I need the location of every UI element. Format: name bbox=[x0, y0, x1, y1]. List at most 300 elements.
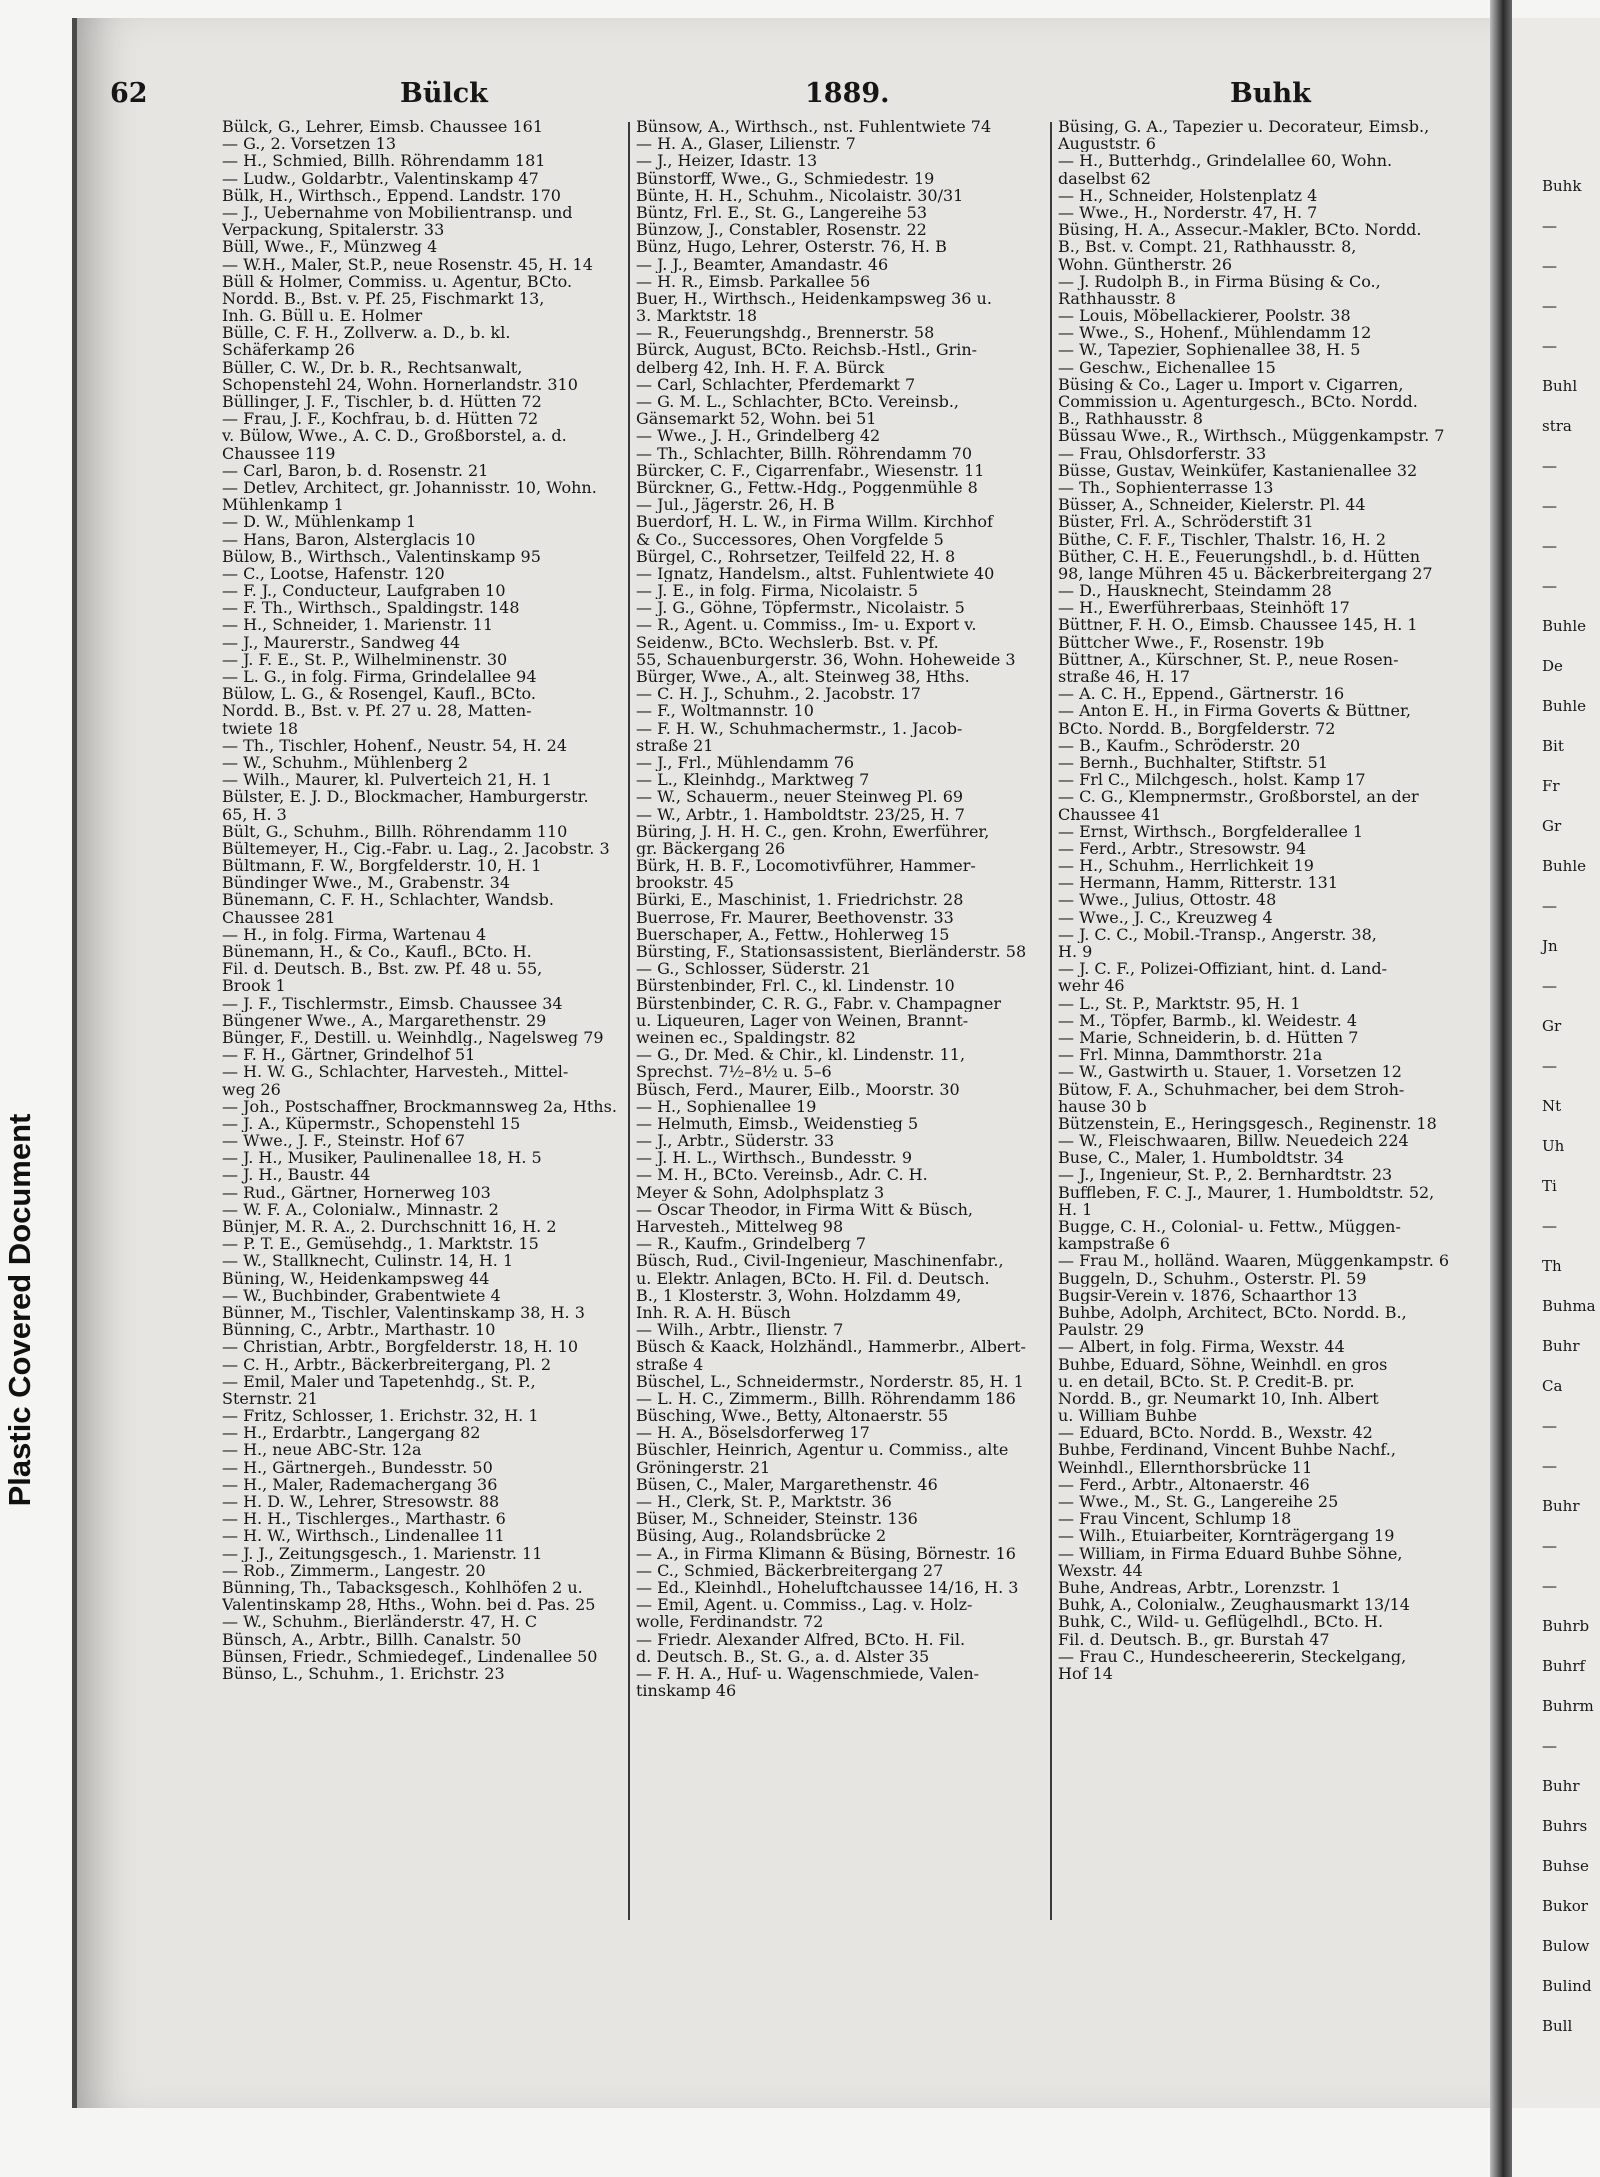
directory-entry: 3. Marktstr. 18 bbox=[636, 307, 758, 325]
directory-entry: Buhbe, Eduard, Söhne, Weinhdl. en gros bbox=[1058, 1355, 1388, 1373]
directory-entry: — Wwe., M., St. G., Langereihe 25 bbox=[1058, 1493, 1339, 1511]
directory-entry: — L., St. P., Marktstr. 95, H. 1 bbox=[1058, 994, 1301, 1012]
directory-entry: — H. A., Glaser, Lilienstr. 7 bbox=[636, 135, 856, 153]
book-gutter-shadow bbox=[1490, 0, 1512, 2177]
directory-entry: Seidenw., BCto. Wechslerb. Bst. v. Pf. bbox=[636, 633, 939, 651]
header-year: 1889. bbox=[805, 78, 890, 109]
directory-entry: straße 4 bbox=[636, 1355, 704, 1373]
directory-entry: u. William Buhbe bbox=[1058, 1407, 1197, 1425]
directory-entry: — J., Arbtr., Süderstr. 33 bbox=[636, 1132, 835, 1150]
directory-entry: Sprechst. 7½–8½ u. 5–6 bbox=[636, 1063, 832, 1081]
directory-entry: Büster, Frl. A., Schröderstift 31 bbox=[1058, 513, 1314, 531]
next-page-fragment: — bbox=[1542, 457, 1557, 475]
directory-entry: Büttner, F. H. O., Eimsb. Chaussee 145, H. 1 bbox=[1058, 616, 1418, 634]
directory-entry: — Frau, Ohlsdorferstr. 33 bbox=[1058, 444, 1267, 462]
next-page-fragment: Jn bbox=[1542, 937, 1558, 955]
directory-entry: Büsch & Kaack, Holzhändl., Hammerbr., Albert- bbox=[636, 1338, 1026, 1356]
directory-entry: Bünz, Hugo, Lehrer, Osterstr. 76, H. B bbox=[636, 238, 947, 256]
next-page-fragment: Buhr bbox=[1542, 1337, 1580, 1355]
directory-entry: — Frl. Minna, Dammthorstr. 21a bbox=[1058, 1046, 1323, 1064]
directory-entry: — J. F., Tischlermstr., Eimsb. Chaussee 34 bbox=[222, 994, 563, 1012]
directory-entry: — J. J., Beamter, Amandastr. 46 bbox=[636, 255, 889, 273]
directory-entry: Fil. d. Deutsch. B., Bst. zw. Pf. 48 u. 55, bbox=[222, 960, 543, 978]
directory-entry: — G. M. L., Schlachter, BCto. Vereinsb., bbox=[636, 393, 959, 411]
directory-entry: — B., Kaufm., Schröderstr. 20 bbox=[1058, 736, 1301, 754]
directory-entry: — Frau Vincent, Schlump 18 bbox=[1058, 1510, 1292, 1528]
directory-entry: Buse, C., Maler, 1. Humboldtstr. 34 bbox=[1058, 1149, 1344, 1167]
directory-entry: — H., Sophienallee 19 bbox=[636, 1097, 817, 1115]
directory-entry: Büssau Wwe., R., Wirthsch., Müggenkampstr. 7 bbox=[1058, 427, 1445, 445]
directory-entry: — H., Schneider, Holstenplatz 4 bbox=[1058, 186, 1318, 204]
next-page-fragment: Bit bbox=[1542, 737, 1564, 755]
directory-entry: Wohn. Güntherstr. 26 bbox=[1058, 255, 1233, 273]
directory-entry: — J. J., Zeitungsgesch., 1. Marienstr. 11 bbox=[222, 1544, 543, 1562]
directory-entry: — Th., Sophienterrasse 13 bbox=[1058, 478, 1274, 497]
directory-entry: — J., Maurerstr., Sandweg 44 bbox=[222, 633, 461, 651]
next-page-fragment: Buhrm bbox=[1542, 1697, 1594, 1715]
directory-entry: BCto. Nordd. B., Borgfelderstr. 72 bbox=[1058, 719, 1336, 737]
directory-entry: u. en detail, BCto. St. P. Credit-B. pr. bbox=[1058, 1372, 1355, 1390]
next-page-fragment: Bull bbox=[1542, 2017, 1573, 2035]
directory-entry: brookstr. 45 bbox=[636, 874, 734, 892]
directory-entry: Buer, H., Wirthsch., Heidenkampsweg 36 u. bbox=[636, 289, 992, 308]
directory-entry: — H. W., Wirthsch., Lindenallee 11 bbox=[222, 1527, 505, 1545]
directory-entry: Bütow, F. A., Schuhmacher, bei dem Stroh- bbox=[1058, 1080, 1405, 1098]
directory-entry: Bülk, H., Wirthsch., Eppend. Landstr. 170 bbox=[222, 186, 561, 204]
directory-entry: — Anton E. H., in Firma Goverts & Büttner, bbox=[1058, 702, 1411, 720]
directory-entry: — H., in folg. Firma, Wartenau 4 bbox=[222, 925, 487, 943]
directory-entry: Auguststr. 6 bbox=[1058, 135, 1156, 153]
directory-entry: — J. H., Baustr. 44 bbox=[222, 1166, 371, 1184]
directory-entry: — Ludw., Goldarbtr., Valentinskamp 47 bbox=[222, 169, 539, 187]
directory-entry: — J. A., Küpermstr., Schopenstehl 15 bbox=[222, 1114, 521, 1133]
next-page-fragment: Buhle bbox=[1542, 617, 1587, 635]
directory-entry: Büttcher Wwe., F., Rosenstr. 19b bbox=[1058, 633, 1325, 651]
directory-entry: B., Rathhausstr. 8 bbox=[1058, 410, 1203, 428]
next-page-fragment: Fr bbox=[1542, 777, 1560, 795]
directory-entry: v. Bülow, Wwe., A. C. D., Großborstel, a. d. bbox=[222, 427, 567, 445]
directory-entry: Meyer & Sohn, Adolphsplatz 3 bbox=[636, 1183, 885, 1201]
directory-entry: — Ferd., Arbtr., Altonaerstr. 46 bbox=[1058, 1475, 1310, 1493]
directory-entry: — William, in Firma Eduard Buhbe Söhne, bbox=[1058, 1544, 1403, 1562]
directory-entry: — J., Heizer, Idastr. 13 bbox=[636, 152, 818, 170]
next-page-fragments bbox=[1512, 178, 1596, 2058]
directory-entry: Bünsow, A., Wirthsch., nst. Fuhlentwiete 74 bbox=[636, 118, 992, 136]
directory-entry: Bürger, Wwe., A., alt. Steinweg 38, Hths. bbox=[636, 668, 970, 686]
directory-entry: — Joh., Postschaffner, Brockmannsweg 2a, Hths. bbox=[222, 1097, 617, 1115]
directory-entry: — Wwe., J. C., Kreuzweg 4 bbox=[1058, 908, 1273, 926]
next-page-fragment: — bbox=[1542, 1537, 1557, 1555]
next-page-fragment: — bbox=[1542, 297, 1557, 315]
directory-entry: — L., Kleinhdg., Marktweg 7 bbox=[636, 771, 870, 789]
page-number: 62 bbox=[110, 78, 148, 109]
directory-entry: Hof 14 bbox=[1058, 1664, 1113, 1683]
directory-entry: Bülow, B., Wirthsch., Valentinskamp 95 bbox=[222, 547, 541, 565]
next-page-fragment: Buhse bbox=[1542, 1857, 1589, 1875]
next-page-fragment: Buhma bbox=[1542, 1297, 1596, 1315]
directory-entry: — Marie, Schneiderin, b. d. Hütten 7 bbox=[1058, 1028, 1359, 1047]
directory-entry: Buhk, C., Wild- u. Geflügelhdl., BCto. H. bbox=[1058, 1613, 1384, 1631]
directory-entry: — F. H., Gärtner, Grindelhof 51 bbox=[222, 1046, 476, 1064]
directory-entry: Buerdorf, H. L. W., in Firma Willm. Kirchhof bbox=[636, 513, 993, 531]
directory-entry: — M., Töpfer, Barmb., kl. Weidestr. 4 bbox=[1058, 1011, 1358, 1029]
directory-entry: Bürgel, C., Rohrsetzer, Teilfeld 22, H. 8 bbox=[636, 547, 956, 565]
next-page-edge bbox=[1512, 18, 1600, 2108]
directory-entry: Bürsting, F., Stationsassistent, Bierländerstr. 58 bbox=[636, 943, 1027, 961]
directory-entry: — Wilh., Etuiarbeiter, Kornträgergang 19 bbox=[1058, 1527, 1395, 1545]
directory-entry: — H., neue ABC-Str. 12a bbox=[222, 1441, 422, 1459]
directory-entry: Weinhdl., Ellernthorsbrücke 11 bbox=[1058, 1458, 1313, 1476]
directory-entry: Büsing, G. A., Tapezier u. Decorateur, Eimsb., bbox=[1058, 118, 1430, 136]
directory-entry: — H. A., Böselsdorferweg 17 bbox=[636, 1424, 870, 1442]
directory-entry: Bültmann, F. W., Borgfelderstr. 10, H. 1 bbox=[222, 857, 542, 875]
directory-entry: Commission u. Agenturgesch., BCto. Nordd. bbox=[1058, 393, 1418, 411]
directory-entry: Büll, Wwe., F., Münzweg 4 bbox=[222, 238, 438, 256]
directory-entry: — W., Buchbinder, Grabentwiete 4 bbox=[222, 1286, 501, 1304]
directory-entry: Fil. d. Deutsch. B., gr. Burstah 47 bbox=[1058, 1630, 1330, 1648]
directory-entry: B., 1 Klosterstr. 3, Wohn. Holzdamm 49, bbox=[636, 1286, 962, 1304]
directory-entry: Bünsch, A., Arbtr., Billh. Canalstr. 50 bbox=[222, 1630, 522, 1648]
directory-entry: gr. Bäckergang 26 bbox=[636, 839, 786, 858]
directory-entry: Inh. R. A. H. Büsch bbox=[636, 1303, 791, 1322]
directory-entry: Büngener Wwe., A., Margarethenstr. 29 bbox=[222, 1011, 547, 1029]
directory-entry: — H., Maler, Rademachergang 36 bbox=[222, 1475, 498, 1493]
directory-entry: — F., Woltmannstr. 10 bbox=[636, 702, 814, 720]
directory-column-3 bbox=[1058, 118, 1470, 1682]
directory-entry: Buhk, A., Colonialw., Zeughausmarkt 13/14 bbox=[1058, 1596, 1410, 1614]
directory-entry: Büschel, L., Schneidermstr., Norderstr. 85, H. 1 bbox=[636, 1372, 1024, 1390]
directory-entry: Büschler, Heinrich, Agentur u. Commiss., alte bbox=[636, 1441, 1009, 1459]
directory-entry: — W., Schuhm., Mühlenberg 2 bbox=[222, 753, 469, 772]
directory-entry: — P. T. E., Gemüsehdg., 1. Marktstr. 15 bbox=[222, 1235, 539, 1253]
directory-entry: — Jul., Jägerstr. 26, H. B bbox=[636, 496, 835, 514]
directory-entry: Büll & Holmer, Commiss. u. Agentur, BCto. bbox=[222, 272, 573, 290]
next-page-fragment: Buhl bbox=[1542, 377, 1578, 395]
directory-column-2 bbox=[636, 118, 1048, 1699]
next-page-fragment: Uh bbox=[1542, 1137, 1565, 1155]
directory-entry: weg 26 bbox=[222, 1080, 281, 1098]
directory-entry: u. Liqueuren, Lager von Weinen, Brannt- bbox=[636, 1011, 969, 1029]
directory-entry: — Wwe., Julius, Ottostr. 48 bbox=[1058, 891, 1277, 909]
directory-entry: — J. F. E., St. P., Wilhelminenstr. 30 bbox=[222, 650, 508, 668]
directory-entry: Valentinskamp 28, Hths., Wohn. bei d. Pas. 25 bbox=[222, 1596, 596, 1614]
directory-entry: — Rud., Gärtner, Hornerweg 103 bbox=[222, 1183, 491, 1201]
directory-column-1 bbox=[222, 118, 634, 1682]
directory-entry: — C. G., Klempnermstr., Großborstel, an der bbox=[1058, 788, 1419, 806]
directory-entry: Mühlenkamp 1 bbox=[222, 496, 344, 514]
directory-entry: Büsing, Aug., Rolandsbrücke 2 bbox=[636, 1527, 887, 1545]
next-page-fragment: Nt bbox=[1542, 1097, 1562, 1115]
directory-entry: 98, lange Mühren 45 u. Bäckerbreitergang 27 bbox=[1058, 564, 1433, 583]
directory-entry: Büsse, Gustav, Weinküfer, Kastanienallee 32 bbox=[1058, 461, 1418, 479]
directory-entry: — Th., Tischler, Hohenf., Neustr. 54, H. 24 bbox=[222, 736, 567, 754]
next-page-fragment: — bbox=[1542, 257, 1557, 275]
directory-entry: Büning, W., Heidenkampsweg 44 bbox=[222, 1269, 490, 1287]
directory-entry: & Co., Successores, Ohen Vorgfelde 5 bbox=[636, 530, 944, 548]
directory-entry: Nordd. B., Bst. v. Pf. 27 u. 28, Matten- bbox=[222, 702, 532, 720]
next-page-fragment: — bbox=[1542, 1457, 1557, 1475]
directory-entry: — Carl, Baron, b. d. Rosenstr. 21 bbox=[222, 461, 489, 479]
directory-entry: — Friedr. Alexander Alfred, BCto. H. Fil. bbox=[636, 1630, 966, 1648]
directory-entry: — F. J., Conducteur, Laufgraben 10 bbox=[222, 582, 506, 600]
directory-entry: Büser, M., Schneider, Steinstr. 136 bbox=[636, 1510, 918, 1528]
next-page-fragment: Gr bbox=[1542, 1017, 1562, 1035]
directory-entry: — J. H., Musiker, Paulinenallee 18, H. 5 bbox=[222, 1149, 542, 1167]
directory-entry: Büllinger, J. F., Tischler, b. d. Hütten 72 bbox=[222, 393, 542, 411]
directory-entry: — G., Dr. Med. & Chir., kl. Lindenstr. 11, bbox=[636, 1046, 966, 1064]
directory-entry: Bürcker, C. F., Cigarrenfabr., Wiesenstr. 11 bbox=[636, 461, 985, 479]
next-page-fragment: Buhrf bbox=[1542, 1657, 1586, 1675]
directory-entry: Buhbe, Adolph, Architect, BCto. Nordd. B., bbox=[1058, 1303, 1407, 1322]
directory-entry: — Frau, J. F., Kochfrau, b. d. Hütten 72 bbox=[222, 410, 539, 428]
directory-entry: — H. R., Eimsb. Parkallee 56 bbox=[636, 272, 871, 290]
next-page-fragment: Bulind bbox=[1542, 1977, 1592, 1995]
directory-entry: Bünning, Th., Tabacksgesch., Kohlhöfen 2 u. bbox=[222, 1578, 583, 1597]
directory-entry: twiete 18 bbox=[222, 719, 299, 737]
next-page-fragment: — bbox=[1542, 577, 1557, 595]
directory-entry: — W., Arbtr., 1. Hamboldtstr. 23/25, H. 7 bbox=[636, 805, 965, 823]
directory-entry: Bünjer, M. R. A., 2. Durchschnitt 16, H. 2 bbox=[222, 1218, 557, 1236]
directory-entry: — R., Kaufm., Grindelberg 7 bbox=[636, 1235, 867, 1253]
directory-entry: Büsser, A., Schneider, Kielerstr. Pl. 44 bbox=[1058, 496, 1366, 514]
directory-entry: Bürstenbinder, Frl. C., kl. Lindenstr. 10 bbox=[636, 977, 955, 995]
directory-entry: — Ernst, Wirthsch., Borgfelderallee 1 bbox=[1058, 822, 1364, 840]
directory-entry: — Ed., Kleinhdl., Hoheluftchaussee 14/16, H. 3 bbox=[636, 1578, 1019, 1597]
directory-entry: — Carl, Schlachter, Pferdemarkt 7 bbox=[636, 375, 916, 393]
directory-entry: — W., Tapezier, Sophienallee 38, H. 5 bbox=[1058, 341, 1361, 359]
directory-entry: straße 21 bbox=[636, 736, 714, 754]
directory-entry: weinen ec., Spaldingstr. 82 bbox=[636, 1028, 856, 1047]
directory-entry: Bünemann, H., & Co., Kaufl., BCto. H. bbox=[222, 943, 532, 961]
directory-entry: — Fritz, Schlosser, 1. Erichstr. 32, H. 1 bbox=[222, 1407, 539, 1425]
header-keyword-right: Buhk bbox=[1230, 78, 1311, 109]
column-divider bbox=[1050, 122, 1052, 1920]
directory-entry: Rathhausstr. 8 bbox=[1058, 289, 1176, 308]
directory-entry: — J. C. F., Polizei-Offiziant, hint. d. Land- bbox=[1058, 960, 1387, 978]
next-page-fragment: Bulow bbox=[1542, 1937, 1590, 1955]
directory-entry: Bürckner, G., Fettw.-Hdg., Poggenmühle 8 bbox=[636, 478, 978, 497]
next-page-fragment: Gr bbox=[1542, 817, 1562, 835]
directory-entry: Buhe, Andreas, Arbtr., Lorenzstr. 1 bbox=[1058, 1578, 1342, 1597]
directory-entry: — H., Schuhm., Herrlichkeit 19 bbox=[1058, 857, 1314, 875]
directory-entry: Buerrose, Fr. Maurer, Beethovenstr. 33 bbox=[636, 908, 954, 926]
directory-entry: — Wwe., S., Hohenf., Mühlendamm 12 bbox=[1058, 324, 1372, 342]
directory-entry: Bützenstein, E., Heringsgesch., Reginenstr. 18 bbox=[1058, 1114, 1437, 1133]
directory-entry: daselbst 62 bbox=[1058, 169, 1151, 187]
next-page-fragment: — bbox=[1542, 1417, 1557, 1435]
directory-entry: u. Elektr. Anlagen, BCto. H. Fil. d. Deutsch. bbox=[636, 1269, 990, 1287]
directory-entry: Bünner, M., Tischler, Valentinskamp 38, H. 3 bbox=[222, 1303, 585, 1322]
next-page-fragment: Buhr bbox=[1542, 1497, 1580, 1515]
directory-entry: Büther, C. H. E., Feuerungshdl., b. d. Hütten bbox=[1058, 547, 1421, 565]
directory-entry: H. 9 bbox=[1058, 943, 1093, 961]
directory-entry: Buhbe, Ferdinand, Vincent Buhbe Nachf., bbox=[1058, 1441, 1396, 1459]
next-page-fragment: — bbox=[1542, 977, 1557, 995]
directory-entry: Bürstenbinder, C. R. G., Fabr. v. Champagner bbox=[636, 994, 1001, 1012]
directory-entry: — J. H. L., Wirthsch., Bundesstr. 9 bbox=[636, 1149, 913, 1167]
directory-entry: — Oscar Theodor, in Firma Witt & Büsch, bbox=[636, 1200, 974, 1218]
directory-entry: — H. W. G., Schlachter, Harvesteh., Mittel- bbox=[222, 1063, 569, 1081]
directory-entry: — W., Fleischwaaren, Billw. Neuedeich 224 bbox=[1058, 1132, 1409, 1150]
directory-entry: — W. F. A., Colonialw., Minnastr. 2 bbox=[222, 1200, 499, 1218]
directory-entry: Bünstorff, Wwe., G., Schmiedestr. 19 bbox=[636, 169, 935, 187]
directory-entry: — L. H. C., Zimmerm., Billh. Röhrendamm 186 bbox=[636, 1389, 1016, 1408]
directory-entry: Büring, J. H. H. C., gen. Krohn, Ewerführer, bbox=[636, 822, 990, 840]
directory-entry: — H., Clerk, St. P., Marktstr. 36 bbox=[636, 1493, 892, 1511]
directory-entry: — C., Schmied, Bäckerbreitergang 27 bbox=[636, 1561, 944, 1579]
directory-entry: — Th., Schlachter, Billh. Röhrendamm 70 bbox=[636, 444, 972, 462]
directory-entry: Bünning, C., Arbtr., Marthastr. 10 bbox=[222, 1321, 496, 1339]
directory-entry: — J., Ingenieur, St. P., 2. Bernhardtstr. 23 bbox=[1058, 1166, 1393, 1184]
directory-entry: wehr 46 bbox=[1058, 977, 1125, 995]
directory-entry: — Frau C., Hundescheererin, Steckelgang, bbox=[1058, 1647, 1407, 1665]
directory-entry: — Hans, Baron, Alsterglacis 10 bbox=[222, 530, 476, 548]
next-page-fragment: — bbox=[1542, 537, 1557, 555]
next-page-fragment: Th bbox=[1542, 1257, 1562, 1275]
directory-entry: Verpackung, Spitalerstr. 33 bbox=[222, 221, 445, 239]
next-page-fragment: Ca bbox=[1542, 1377, 1563, 1395]
directory-entry: — A., in Firma Klimann & Büsing, Börnestr. 16 bbox=[636, 1544, 1016, 1562]
directory-entry: — G., 2. Vorsetzen 13 bbox=[222, 135, 397, 153]
directory-entry: Büthe, C. F. F., Tischler, Thalstr. 16, H. 2 bbox=[1058, 530, 1387, 548]
directory-entry: H. 1 bbox=[1058, 1200, 1093, 1218]
directory-entry: kampstraße 6 bbox=[1058, 1235, 1170, 1253]
directory-entry: — H., Ewerführerbaas, Steinhöft 17 bbox=[1058, 599, 1350, 617]
next-page-fragment: — bbox=[1542, 497, 1557, 515]
next-page-fragment: Buhrb bbox=[1542, 1617, 1590, 1635]
header-keyword-left: Bülck bbox=[400, 78, 488, 109]
next-page-fragment: Buhrs bbox=[1542, 1817, 1588, 1835]
directory-entry: Nordd. B., gr. Neumarkt 10, Inh. Albert bbox=[1058, 1389, 1379, 1408]
directory-entry: Chaussee 119 bbox=[222, 444, 336, 462]
directory-entry: Büsing & Co., Lager u. Import v. Cigarren, bbox=[1058, 375, 1404, 393]
directory-entry: — G., Schlosser, Süderstr. 21 bbox=[636, 960, 872, 978]
directory-entry: — A. C. H., Eppend., Gärtnerstr. 16 bbox=[1058, 685, 1345, 703]
directory-entry: — Rob., Zimmerm., Langestr. 20 bbox=[222, 1561, 486, 1579]
directory-entry: — Detlev, Architect, gr. Johannisstr. 10, Wohn. bbox=[222, 478, 597, 497]
directory-entry: B., Bst. v. Compt. 21, Rathhausstr. 8, bbox=[1058, 238, 1357, 256]
directory-entry: Buerschaper, A., Fettw., Hohlerweg 15 bbox=[636, 925, 950, 943]
directory-entry: Bündinger Wwe., M., Grabenstr. 34 bbox=[222, 874, 511, 892]
directory-entry: Sternstr. 21 bbox=[222, 1389, 318, 1408]
next-page-fragment: — bbox=[1542, 217, 1557, 235]
next-page-fragment: Ti bbox=[1542, 1177, 1557, 1195]
directory-entry: Bülow, L. G., & Rosengel, Kaufl., BCto. bbox=[222, 685, 536, 703]
directory-entry: Bülle, C. F. H., Zollverw. a. D., b. kl. bbox=[222, 324, 511, 342]
next-page-fragment: — bbox=[1542, 337, 1557, 355]
directory-entry: Buffleben, F. C. J., Maurer, 1. Humboldtstr. 52, bbox=[1058, 1183, 1435, 1201]
directory-entry: Bürk, H. B. F., Locomotivführer, Hammer- bbox=[636, 857, 976, 875]
directory-entry: straße 46, H. 17 bbox=[1058, 668, 1191, 686]
directory-entry: — F. Th., Wirthsch., Spaldingstr. 148 bbox=[222, 599, 520, 617]
directory-entry: Gänsemarkt 52, Wohn. bei 51 bbox=[636, 410, 877, 428]
directory-entry: — W.H., Maler, St.P., neue Rosenstr. 45, H. 14 bbox=[222, 255, 593, 273]
directory-entry: Büntz, Frl. E., St. G., Langereihe 53 bbox=[636, 203, 928, 222]
directory-entry: — R., Agent. u. Commiss., Im- u. Export v. bbox=[636, 616, 977, 634]
directory-entry: — H., Erdarbtr., Langergang 82 bbox=[222, 1424, 481, 1442]
directory-entry: — H. H., Tischlerges., Marthastr. 6 bbox=[222, 1510, 506, 1528]
directory-entry: — Wwe., J. H., Grindelberg 42 bbox=[636, 427, 881, 445]
next-page-fragment: — bbox=[1542, 1217, 1557, 1235]
directory-entry: Nordd. B., Bst. v. Pf. 25, Fischmarkt 13, bbox=[222, 289, 545, 308]
directory-entry: 65, H. 3 bbox=[222, 805, 287, 823]
next-page-fragment: Buhk bbox=[1542, 177, 1582, 195]
directory-entry: — Ignatz, Handelsm., altst. Fuhlentwiete 40 bbox=[636, 564, 995, 583]
directory-entry: Bürck, August, BCto. Reichsb.-Hstl., Grin- bbox=[636, 341, 978, 359]
next-page-fragment: — bbox=[1542, 897, 1557, 915]
directory-entry: — M. H., BCto. Vereinsb., Adr. C. H. bbox=[636, 1166, 928, 1184]
directory-entry: — W., Stallknecht, Culinstr. 14, H. 1 bbox=[222, 1252, 514, 1270]
directory-entry: — Christian, Arbtr., Borgfelderstr. 18, H. 10 bbox=[222, 1338, 579, 1356]
directory-entry: Chaussee 41 bbox=[1058, 805, 1162, 823]
next-page-fragment: Bukor bbox=[1542, 1897, 1588, 1915]
directory-entry: d. Deutsch. B., St. G., a. d. Alster 35 bbox=[636, 1647, 930, 1665]
directory-entry: — D., Hausknecht, Steindamm 28 bbox=[1058, 582, 1332, 600]
directory-entry: — H., Butterhdg., Grindelallee 60, Wohn. bbox=[1058, 152, 1393, 170]
directory-entry: hause 30 b bbox=[1058, 1097, 1147, 1115]
directory-entry: — Geschw., Eichenallee 15 bbox=[1058, 358, 1276, 376]
directory-entry: Bült, G., Schuhm., Billh. Röhrendamm 110 bbox=[222, 822, 568, 840]
directory-entry: — C. H., Arbtr., Bäckerbreitergang, Pl. 2 bbox=[222, 1355, 551, 1373]
directory-entry: — Hermann, Hamm, Ritterstr. 131 bbox=[1058, 874, 1339, 892]
directory-entry: Harvesteh., Mittelweg 98 bbox=[636, 1218, 844, 1236]
directory-entry: Inh. G. Büll u. E. Holmer bbox=[222, 307, 423, 325]
directory-entry: — Wilh., Maurer, kl. Pulverteich 21, H. 1 bbox=[222, 771, 552, 789]
directory-entry: Bünemann, C. F. H., Schlachter, Wandsb. bbox=[222, 891, 554, 909]
directory-entry: Buggeln, D., Schuhm., Osterstr. Pl. 59 bbox=[1058, 1269, 1367, 1287]
directory-entry: — W., Schuhm., Bierländerstr. 47, H. C bbox=[222, 1613, 538, 1631]
directory-entry: — Ferd., Arbtr., Stresowstr. 94 bbox=[1058, 839, 1307, 858]
directory-entry: — W., Gastwirth u. Stauer, 1. Vorsetzen 12 bbox=[1058, 1063, 1402, 1081]
directory-entry: — L. G., in folg. Firma, Grindelallee 94 bbox=[222, 668, 537, 686]
directory-entry: Bünzow, J., Constabler, Rosenstr. 22 bbox=[636, 221, 927, 239]
directory-entry: Büttner, A., Kürschner, St. P., neue Rosen- bbox=[1058, 650, 1399, 668]
directory-entry: — J. E., in folg. Firma, Nicolaistr. 5 bbox=[636, 582, 919, 600]
directory-entry: Bugsir-Verein v. 1876, Schaarthor 13 bbox=[1058, 1286, 1358, 1304]
directory-entry: — H. D. W., Lehrer, Stresowstr. 88 bbox=[222, 1493, 500, 1511]
directory-entry: — F. H. A., Huf- u. Wagenschmiede, Valen- bbox=[636, 1664, 980, 1683]
directory-entry: Büller, C. W., Dr. b. R., Rechtsanwalt, bbox=[222, 358, 523, 376]
directory-entry: — Frau M., holländ. Waaren, Müggenkampstr. 6 bbox=[1058, 1252, 1450, 1270]
directory-entry: Bürki, E., Maschinist, 1. Friedrichstr. 28 bbox=[636, 891, 964, 909]
directory-entry: — Eduard, BCto. Nordd. B., Wexstr. 42 bbox=[1058, 1424, 1373, 1442]
directory-entry: — Helmuth, Eimsb., Weidenstieg 5 bbox=[636, 1114, 919, 1133]
directory-entry: — Emil, Agent. u. Commiss., Lag. v. Holz- bbox=[636, 1596, 973, 1614]
directory-entry: Bülck, G., Lehrer, Eimsb. Chaussee 161 bbox=[222, 118, 544, 136]
directory-entry: — J. G., Göhne, Töpfermstr., Nicolaistr. 5 bbox=[636, 599, 965, 617]
plastic-covered-document-label: Plastic Covered Document bbox=[2, 1113, 37, 1507]
directory-entry: — W., Schauerm., neuer Steinweg Pl. 69 bbox=[636, 788, 964, 806]
next-page-fragment: Buhle bbox=[1542, 857, 1587, 875]
directory-entry: Bünger, F., Destill. u. Weinhdlg., Nagelsweg 79 bbox=[222, 1028, 604, 1047]
directory-entry: Büsing, H. A., Assecur.-Makler, BCto. Nordd. bbox=[1058, 221, 1422, 239]
directory-entry: — J., Frl., Mühlendamm 76 bbox=[636, 753, 855, 772]
directory-entry: — C. H. J., Schuhm., 2. Jacobstr. 17 bbox=[636, 685, 921, 703]
next-page-fragment: De bbox=[1542, 657, 1563, 675]
directory-entry: Wexstr. 44 bbox=[1058, 1561, 1143, 1579]
directory-entry: — F. H. W., Schuhmachermstr., 1. Jacob- bbox=[636, 719, 963, 737]
directory-entry: Schopenstehl 24, Wohn. Hornerlandstr. 310 bbox=[222, 375, 578, 393]
directory-entry: — C., Lootse, Hafenstr. 120 bbox=[222, 564, 445, 583]
directory-entry: — Louis, Möbellackierer, Poolstr. 38 bbox=[1058, 307, 1351, 325]
directory-entry: Büsch, Rud., Civil-Ingenieur, Maschinenfabr., bbox=[636, 1252, 1004, 1270]
directory-entry: Bünso, L., Schuhm., 1. Erichstr. 23 bbox=[222, 1664, 505, 1683]
directory-entry: — H., Gärtnergeh., Bundesstr. 50 bbox=[222, 1458, 493, 1476]
directory-entry: — J., Uebernahme von Mobilientransp. und bbox=[222, 203, 573, 222]
directory-entry: Paulstr. 29 bbox=[1058, 1321, 1145, 1339]
directory-entry: tinskamp 46 bbox=[636, 1682, 737, 1700]
directory-entry: — R., Feuerungshdg., Brennerstr. 58 bbox=[636, 324, 935, 342]
